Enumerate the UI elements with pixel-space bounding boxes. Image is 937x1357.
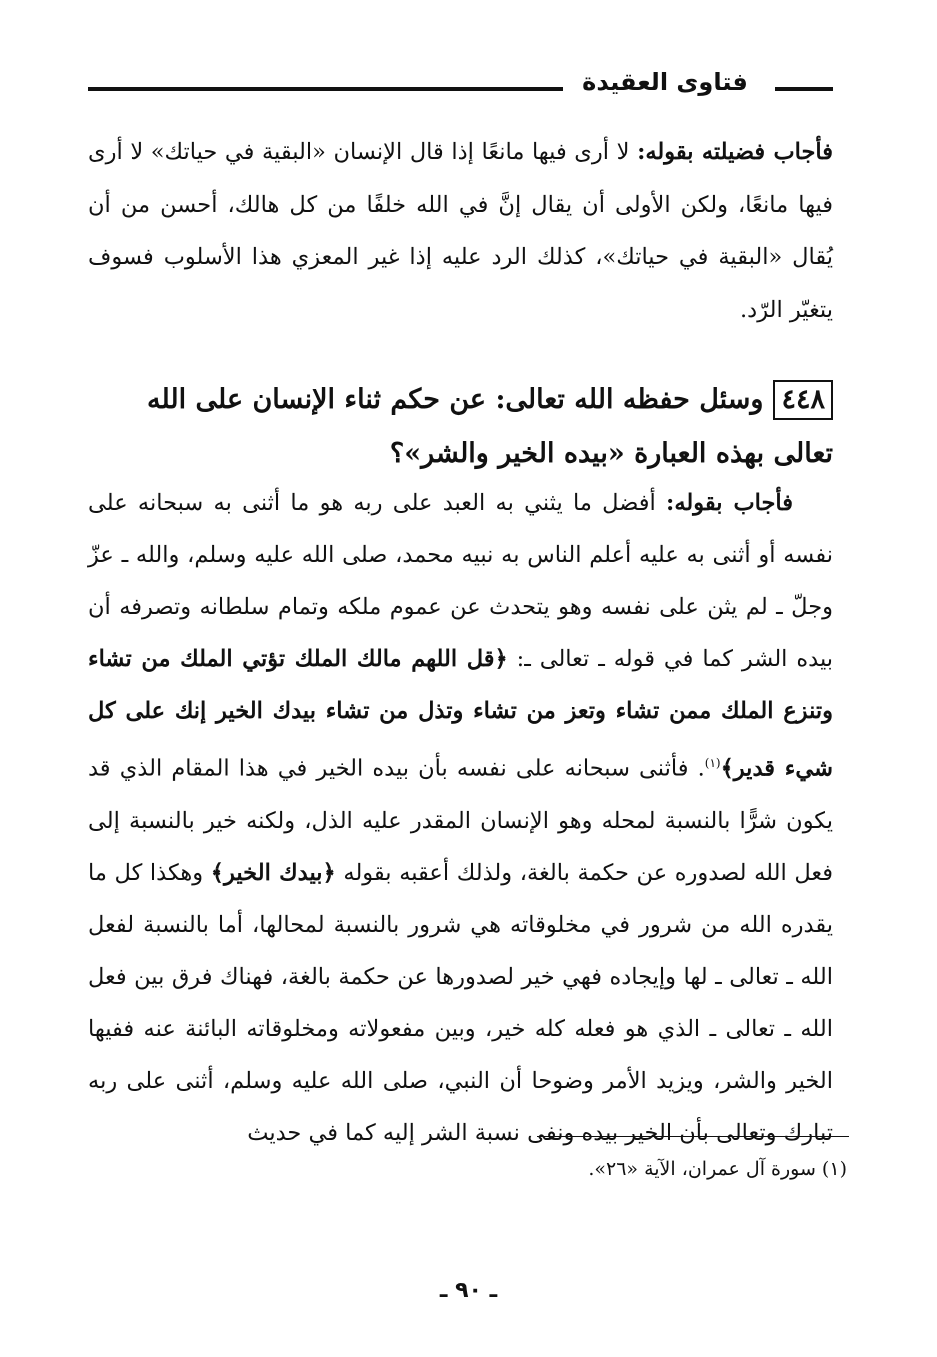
footnote-separator	[537, 1136, 849, 1137]
answer-lead: فأجاب فضيلته بقوله:	[637, 139, 834, 165]
footnote: (١) سورة آل عمران، الآية «٢٦».	[588, 1158, 847, 1180]
answer-body	[88, 477, 833, 1159]
running-header	[88, 62, 833, 96]
previous-answer	[88, 126, 833, 336]
footnote-marker: (١)	[704, 756, 721, 770]
quran-verse: ﴿قل اللهم مالك الملك تؤتي الملك من تشاء وتنزع الملك ممن تشاء وتعز من تشاء وتذل من تشاء بيدك الخير إنك على كل شيء قدير﴾	[88, 646, 833, 782]
answer-text: وهكذا كل ما يقدره الله من شرور في مخلوقاته هي شرور بالنسبة لمحالها، أما بالنسبة لفعل الله ـ تعالى ـ لها وإيجاده فهي خير لصدورها عن حكمة بالغة، فهناك فرق بين فعل الله ـ تعالى ـ الذي هو فعله كله خير، وبين مفعولاته ومخلوقاته البائنة عنه ففيها الخير والشر، ويزيد الأمر وضوحا أن النبي، صلى الله عليه وسلم، أثنى على ربه تبارك وتعالى بأن الخير بيده ونفى نسبة الشر إليه كما في حديث	[88, 859, 833, 1146]
answer-text: . فأثنى سبحانه على نفسه بأن بيده الخير في هذا المقام الذي قد يكون شرًّا بالنسبة لمحله وهو الإنسان المقدر عليه الذل، ولكنه خير بالنسبة إلى فعل الله لصدوره عن حكمة بالغة، ولذلك أعقبه بقوله	[88, 755, 833, 886]
answer-lead: فأجاب بقوله:	[666, 490, 794, 516]
question-number: ٤٤٨	[773, 380, 833, 420]
page-number: ـ ٩٠ ـ	[439, 1278, 498, 1303]
header-rule-right	[775, 87, 833, 91]
answer-text: أفضل ما يثني به العبد على ربه هو ما أثنى به سبحانه على نفسه أو أثنى به عليه أعلم الناس به نبيه محمد، صلى الله عليه وسلم، والله ـ عزّ وجلّ ـ لم يثن على نفسه وهو يتحدث عن عموم ملكه وتمام سلطانه وتصرفه أن بيده الشر كما في قوله ـ تعالى ـ:	[88, 490, 833, 672]
header-title: فتاوى العقيدة	[582, 68, 748, 96]
question-heading	[88, 373, 833, 481]
answer-text: لا أرى فيها مانعًا إذا قال الإنسان «البقية في حياتك» لا أرى فيها مانعًا، ولكن الأولى أن يقال إنَّ في الله خلفًا من كل هالك، أحسن من أن يُقال «البقية في حياتك»، كذلك الرد عليه إذا غير المعزي هذا الأسلوب فسوف يتغيّر الرّد.	[88, 139, 833, 323]
header-rule-left	[88, 87, 563, 91]
quran-verse: ﴿بيدك الخير﴾	[210, 859, 336, 886]
question-text: وسئل حفظه الله تعالى: عن حكم ثناء الإنسان على الله تعالى بهذه العبارة «بيده الخير والشر»؟	[146, 384, 833, 469]
